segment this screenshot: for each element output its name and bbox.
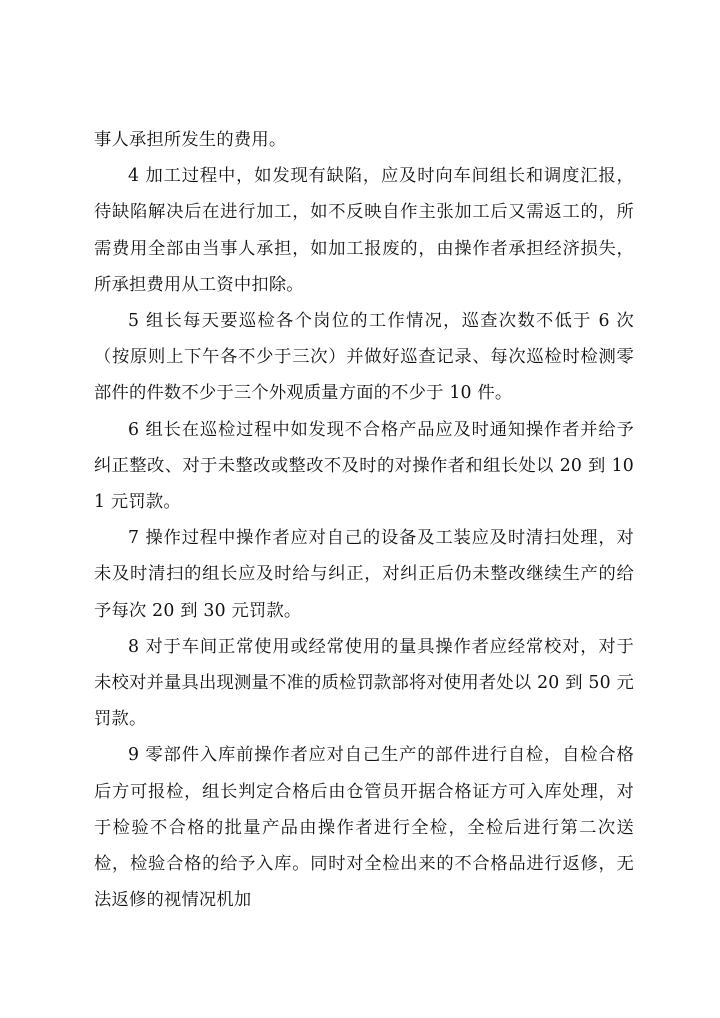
- document-body: [94, 122, 634, 918]
- paragraph-item-9: 9 零部件入库前操作者应对自己生产的部件进行自检，自检合格后方可报检，组长判定合格后由仓管员开据合格证方可入库处理，对于检验不合格的批量产品由操作者进行全检，全检后进行第二次送检，检验合格的给予入库。同时对全检出来的不合格品进行返修，无法返修的视情况机加: [94, 745, 634, 911]
- paragraph-item-7: 7 操作过程中操作者应对自己的设备及工装应及时清扫处理，对未及时清扫的组长应及时给与纠正，对纠正后仍未整改继续生产的给予每次 20 到 30 元罚款。: [94, 528, 634, 621]
- paragraph-continuation: 事人承担所发生的费用。: [94, 130, 287, 150]
- paragraph-item-4: 4 加工过程中，如发现有缺陷，应及时向车间组长和调度汇报，待缺陷解决后在进行加工，如不反映自作主张加工后又需返工的，所需费用全部由当事人承担，如加工报废的，由操作者承担经济损失，所承担费用从工资中扣除。: [94, 166, 634, 295]
- paragraph-item-5: 5 组长每天要巡检各个岗位的工作情况，巡查次数不低于 6 次（按原则上下午各不少于三次）并做好巡查记录、每次巡检时检测零部件的件数不少于三个外观质量方面的不少于 10 件。: [94, 311, 634, 404]
- paragraph-item-8: 8 对于车间正常使用或经常使用的量具操作者应经常校对，对于未校对并量具出现测量不准的质检罚款部将对使用者处以 20 到 50 元罚款。: [94, 636, 634, 730]
- paragraph-item-6: 6 组长在巡检过程中如发现不合格产品应及时通知操作者并给予纠正整改、对于未整改或整改不及时的对操作者和组长处以 20 到 101 元罚款。: [94, 419, 634, 513]
